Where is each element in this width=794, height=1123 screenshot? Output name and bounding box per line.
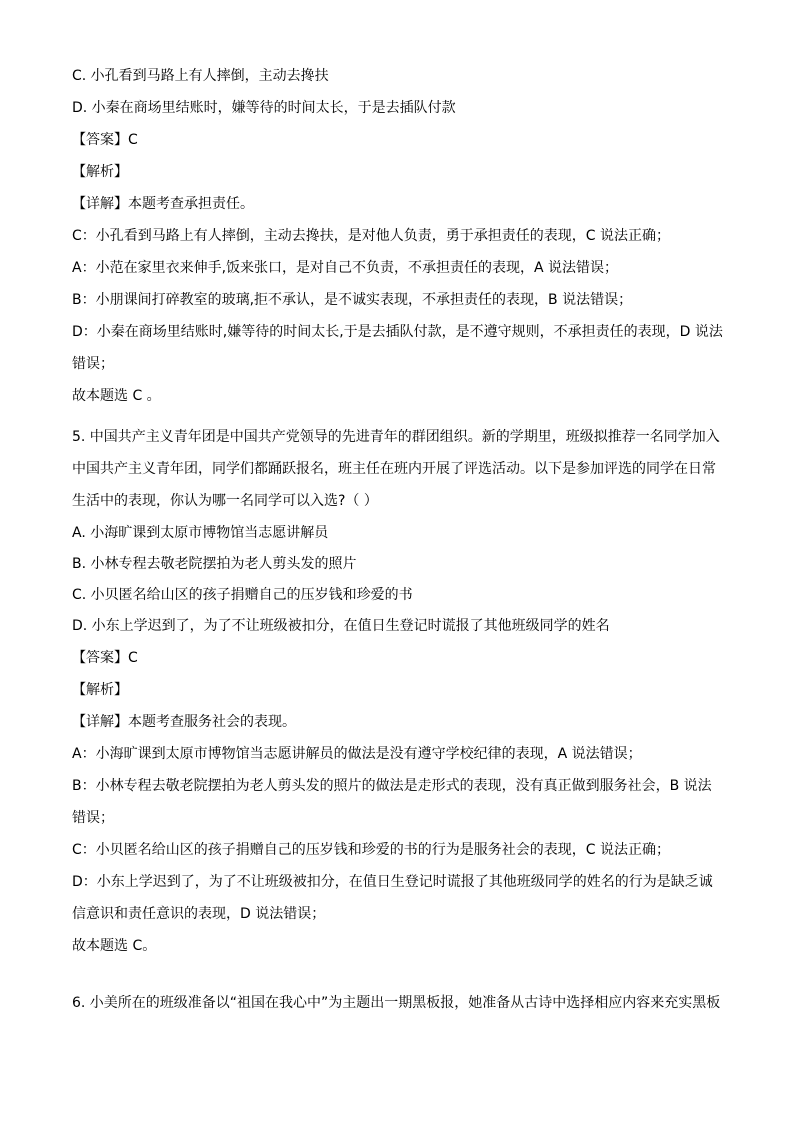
detail-intro: 本题考查服务社会的表现。: [128, 714, 296, 730]
q5-answer: [72, 649, 138, 667]
q5-explanation-d-cont: 信意识和责任意识的表现，D 说法错误；: [72, 906, 326, 922]
q4-conclusion: 故本题选 C 。: [72, 388, 161, 404]
answer-label: 【答案】: [72, 650, 128, 666]
q5-analysis-label: 【解析】: [72, 682, 128, 698]
q6-stem: 6. 小美所在的班级准备以“祖国在我心中”为主题出一期黑板报，她准备从古诗中选择相应内容来充实黑板: [72, 995, 721, 1011]
q5-explanation-a: A：小海旷课到太原市博物馆当志愿讲解员的做法是没有遵守学校纪律的表现，A 说法错误；: [72, 746, 642, 762]
q4-explanation-d: D：小秦在商场里结账时,嫌等待的时间太长,于是去插队付款，是不遵守规则，不承担责任的表现，D 说法: [72, 324, 723, 340]
answer-value: C: [128, 132, 138, 148]
q4-detail: [72, 195, 254, 213]
q5-explanation-c: C：小贝匿名给山区的孩子捐赠自己的压岁钱和珍爱的书的行为是服务社会的表现，C 说法正确；: [72, 842, 670, 858]
q5-explanation-b-cont: 错误；: [72, 810, 114, 826]
q4-option-d: D. 小秦在商场里结账时，嫌等待的时间太长，于是去插队付款: [72, 100, 456, 116]
q5-stem-line-2: 中国共产主义青年团，同学们都踊跃报名，班主任在班内开展了评选活动。以下是参加评选的同学在日常: [72, 461, 716, 477]
q4-analysis-label: 【解析】: [72, 164, 128, 180]
q5-option-c: C. 小贝匿名给山区的孩子捐赠自己的压岁钱和珍爱的书: [72, 587, 413, 603]
answer-value: C: [128, 650, 138, 666]
q5-explanation-b: B：小林专程去敬老院摆拍为老人剪头发的照片的做法是走形式的表现，没有真正做到服务社会，B 说法: [72, 778, 712, 794]
q5-stem-line-3: 生活中的表现，你认为哪一名同学可以入选?（ ）: [72, 493, 378, 509]
q5-option-a: A. 小海旷课到太原市博物馆当志愿讲解员: [72, 525, 329, 541]
q5-conclusion: 故本题选 C。: [72, 938, 157, 954]
q4-explanation-a: A：小范在家里衣来伸手,饭来张口，是对自己不负责，不承担责任的表现，A 说法错误；: [72, 260, 619, 276]
q5-option-d: D. 小东上学迟到了，为了不让班级被扣分，在值日生登记时谎报了其他班级同学的姓名: [72, 618, 610, 634]
q5-explanation-d: D：小东上学迟到了，为了不让班级被扣分，在值日生登记时谎报了其他班级同学的姓名的行为是缺乏诚: [72, 874, 713, 890]
q5-option-b: B. 小林专程去敬老院摆拍为老人剪头发的照片: [72, 556, 357, 572]
q4-explanation-b: B：小朋课间打碎教室的玻璃,拒不承认，是不诚实表现，不承担责任的表现，B 说法错误；: [72, 292, 633, 308]
q4-explanation-d-cont: 错误；: [72, 356, 114, 372]
detail-intro: 本题考查承担责任。: [128, 196, 254, 212]
q5-stem-line-1: 5. 中国共产主义青年团是中国共产党领导的先进青年的群团组织。新的学期里，班级拟推荐一名同学加入: [72, 429, 720, 445]
q4-explanation-c: C：小孔看到马路上有人摔倒，主动去搀扶，是对他人负责，勇于承担责任的表现，C 说法正确；: [72, 228, 670, 244]
q4-answer: [72, 131, 138, 149]
q5-detail: [72, 713, 296, 731]
q4-option-c: C. 小孔看到马路上有人摔倒，主动去搀扶: [72, 68, 329, 84]
answer-label: 【答案】: [72, 132, 128, 148]
detail-label: 【详解】: [72, 714, 128, 730]
detail-label: 【详解】: [72, 196, 128, 212]
